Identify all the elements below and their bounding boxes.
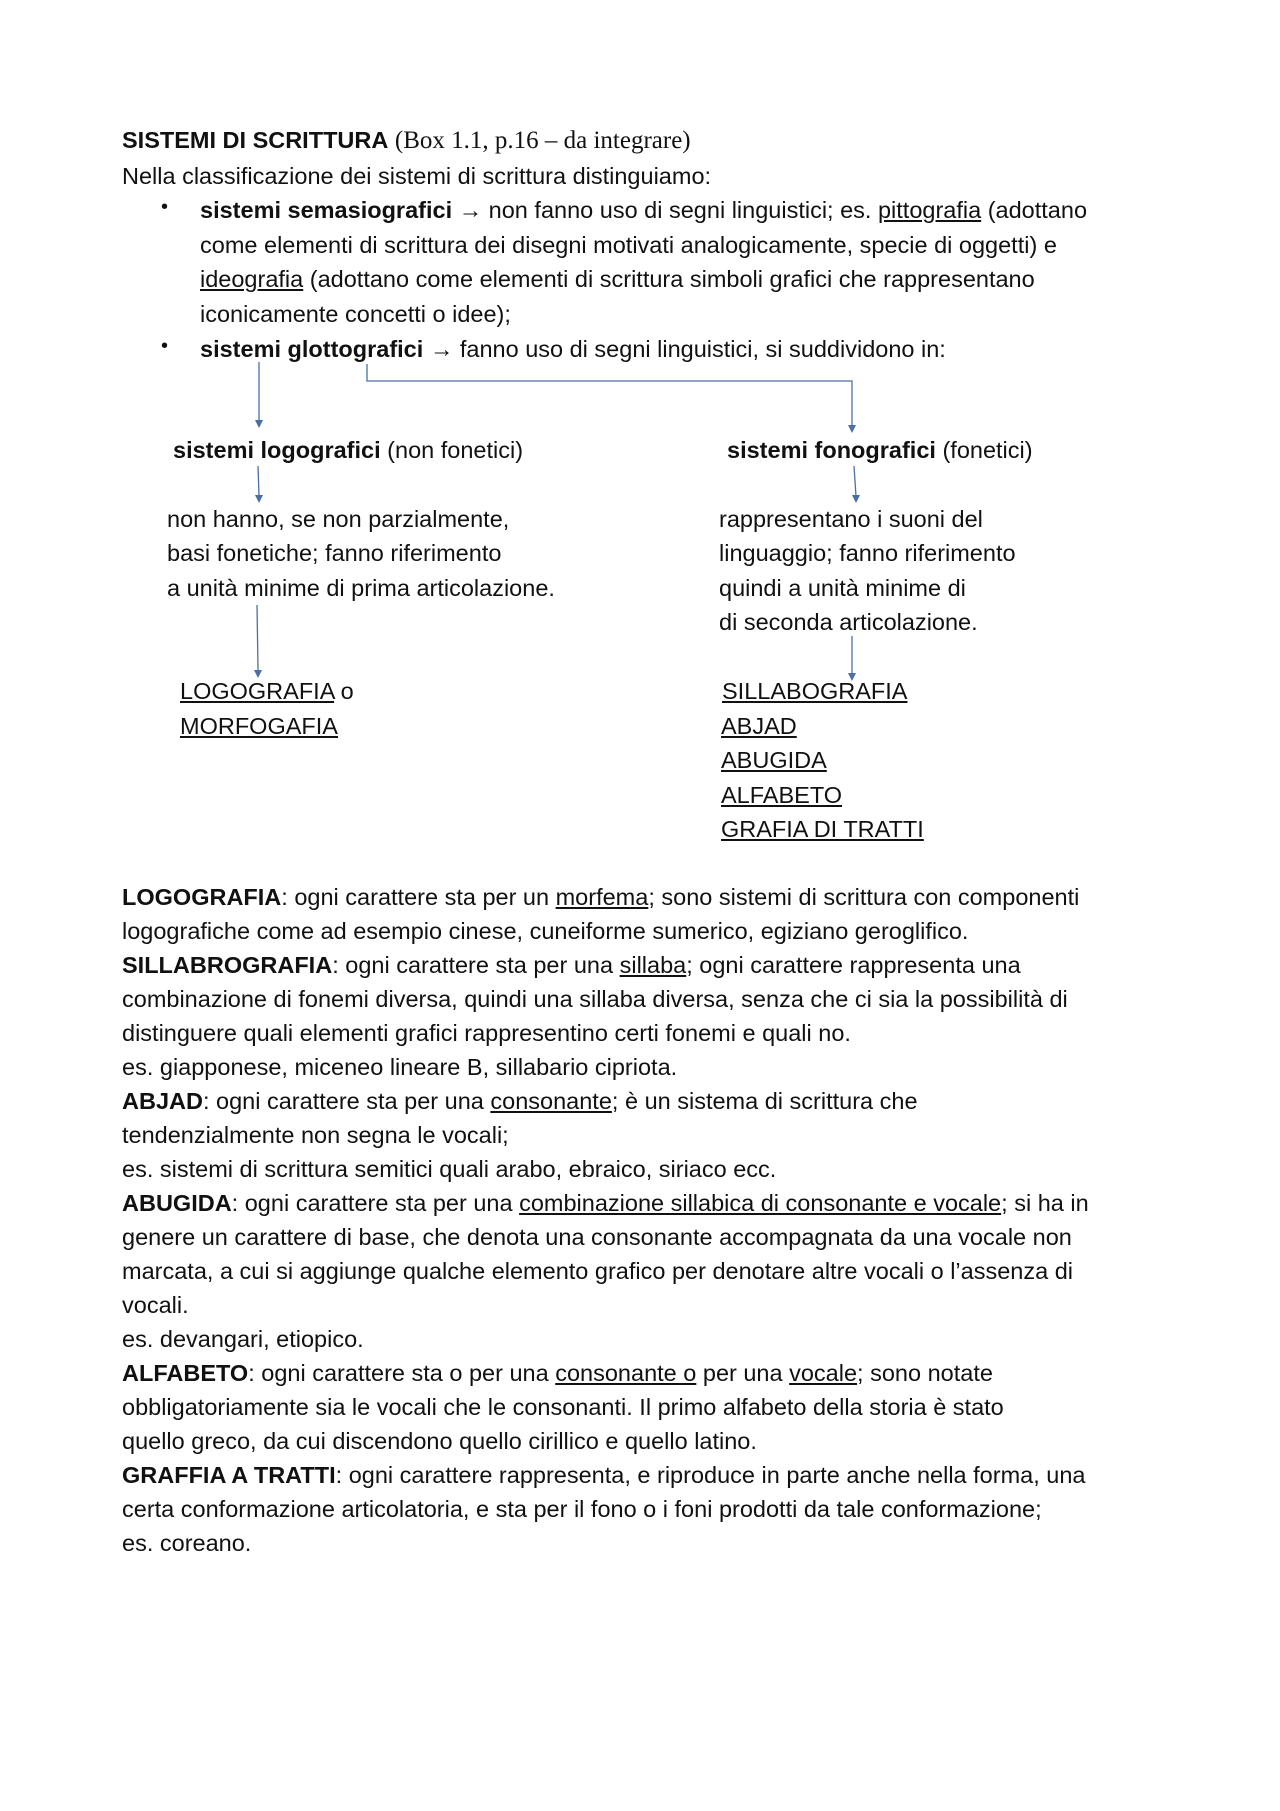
def-text: per una [696,1360,790,1386]
title-bold: SISTEMI DI SCRITTURA [122,127,389,153]
def-underline: consonante [490,1088,612,1114]
def-tratti [122,1458,1085,1492]
semasio-line-3 [200,262,1035,296]
def-alfabeto-3: quello greco, da cui discendono quello cirillico e quello latino. [122,1428,757,1454]
fonografici-term: sistemi fonografici [727,437,936,463]
arrow-logo-to-desc [258,466,259,496]
sillabografia-type: SILLABOGRAFIA [722,678,908,704]
def-abjad [122,1084,918,1118]
def-abugida-4: vocali. [122,1292,189,1318]
fono-type-2 [721,709,797,743]
ideografia-link: ideografia [200,266,304,292]
logo-type-1 [180,674,354,708]
logografia-type: LOGOGRAFIA [180,678,335,704]
def-abugida-2: genere un carattere di base, che denota una consonante accompagnata da una vocale non [122,1224,1072,1250]
arrow-symbol: → [458,197,483,223]
def-underline: vocale [789,1360,858,1386]
bullet-dot: • [161,335,169,357]
def-text: : ogni carattere rappresenta, e riproduce in parte anche nella forma, una [335,1462,1086,1488]
semasio-line-4: iconicamente concetti o idee); [200,301,511,327]
abjad-type: ABJAD [721,713,797,739]
def-sillabografia-3: distinguere quali elementi grafici rappresentino certi fonemi e quali no. [122,1020,851,1046]
def-sillabografia-example: es. giapponese, miceneo lineare B, sillabario cipriota. [122,1054,678,1080]
logo-desc-3: a unità minime di prima articolazione. [167,575,555,601]
semasio-text: (adottano come elementi di scrittura simboli grafici che rappresentano [309,266,1035,292]
glotto-text: fanno uso di segni linguistici, si suddividono in: [459,336,946,362]
def-alfabeto [122,1356,993,1390]
def-text: : ogni carattere sta per una [231,1190,520,1216]
def-term: ALFABETO [122,1360,249,1386]
glotto-term: sistemi glottografici [200,336,424,362]
fono-type-1 [722,674,907,708]
def-sillabografia [122,948,1021,982]
def-abjad-2: tendenzialmente non segna le vocali; [122,1122,509,1148]
def-term: LOGOGRAFIA [122,884,282,910]
fono-desc-2: linguaggio; fanno riferimento [719,540,1016,566]
morfografia-type: MORFOGAFIA [180,713,338,739]
semasio-text: non fanno uso di segni linguistici; es. [488,197,872,223]
arrowhead [848,425,856,433]
def-tratti-2: certa conformazione articolatoria, e sta per il fono o i foni prodotti da tale conformazione; [122,1496,1042,1522]
arrowhead [255,420,263,428]
intro-text: Nella classificazione dei sistemi di scrittura distinguiamo: [122,163,712,189]
fono-type-3 [721,743,827,777]
def-term: ABUGIDA [122,1190,232,1216]
def-abugida-example: es. devangari, etiopico. [122,1326,364,1352]
semasio-term: sistemi semasiografici [200,197,453,223]
fono-desc-4: di seconda articolazione. [719,609,978,635]
type-connector: o [340,678,354,704]
abugida-type: ABUGIDA [721,747,827,773]
def-abugida [122,1186,1089,1220]
title-note: (Box 1.1, p.16 – da integrare) [394,127,691,154]
def-text: : ogni carattere sta o per una [248,1360,556,1386]
def-logografia-2: logografiche come ad esempio cinese, cuneiforme sumerico, egiziano geroglifico. [122,918,969,944]
glotto-line [200,332,946,366]
def-underline: morfema [555,884,649,910]
def-underline: consonante o [555,1360,697,1386]
def-text: : ogni carattere sta per una [202,1088,491,1114]
def-text: ; ogni carattere rappresenta una [686,952,1021,978]
logografici-term: sistemi logografici [173,437,381,463]
def-tratti-3: es. coreano. [122,1530,252,1556]
grafia-tratti-type: GRAFIA DI TRATTI [721,816,924,842]
fono-desc-1: rappresentano i suoni del [719,506,983,532]
def-underline: combinazione sillabica di consonante e vocale [519,1190,1002,1216]
fonografici-title [727,433,1033,467]
fonografici-note: (fonetici) [942,437,1033,463]
section-title [122,123,691,158]
arrow-fono-to-desc [854,466,856,496]
arrow-logo-to-types [257,605,258,670]
def-abjad-example: es. sistemi di scrittura semitici quali arabo, ebraico, siriaco ecc. [122,1156,777,1182]
def-text: : ogni carattere sta per un [281,884,556,910]
def-text: ; sono notate [857,1360,993,1386]
fono-desc-3: quindi a unità minime di [719,575,966,601]
def-logografia [122,880,1079,914]
def-term: ABJAD [122,1088,203,1114]
def-sillabografia-2: combinazione di fonemi diversa, quindi una sillaba diversa, senza che ci sia la possibilità di [122,986,1068,1012]
logografici-title [173,433,523,467]
pittografia-link: pittografia [877,197,982,223]
logo-desc-2: basi fonetiche; fanno riferimento [167,540,502,566]
fono-type-5 [721,812,924,846]
def-text: ; si ha in [1001,1190,1089,1216]
def-text: ; sono sistemi di scrittura con componenti [648,884,1080,910]
def-text: : ogni carattere sta per una [332,952,620,978]
logo-desc-1: non hanno, se non parzialmente, [167,506,510,532]
arrow-symbol: → [429,336,454,362]
def-underline: sillaba [619,952,687,978]
alfabeto-type: ALFABETO [721,782,843,808]
semasio-text: (adottano [987,197,1088,223]
def-text: ; è un sistema di scrittura che [611,1088,918,1114]
logografici-note: (non fonetici) [387,437,524,463]
def-term: SILLABROGRAFIA [122,952,333,978]
semasio-line-1 [200,193,1087,227]
def-alfabeto-2: obbligatoriamente sia le vocali che le consonanti. Il primo alfabeto della storia è stato [122,1394,1004,1420]
semasio-line-2: come elementi di scrittura dei disegni motivati analogicamente, specie di oggetti) e [200,232,1057,258]
def-term: GRAFFIA A TRATTI [122,1462,336,1488]
fono-type-4 [721,778,842,812]
arrow-glotto-to-fono [367,364,852,425]
bullet-dot: • [161,196,169,218]
logo-type-2 [180,709,338,743]
def-abugida-3: marcata, a cui si aggiunge qualche elemento grafico per denotare altre vocali o l’assenza di [122,1258,1074,1284]
